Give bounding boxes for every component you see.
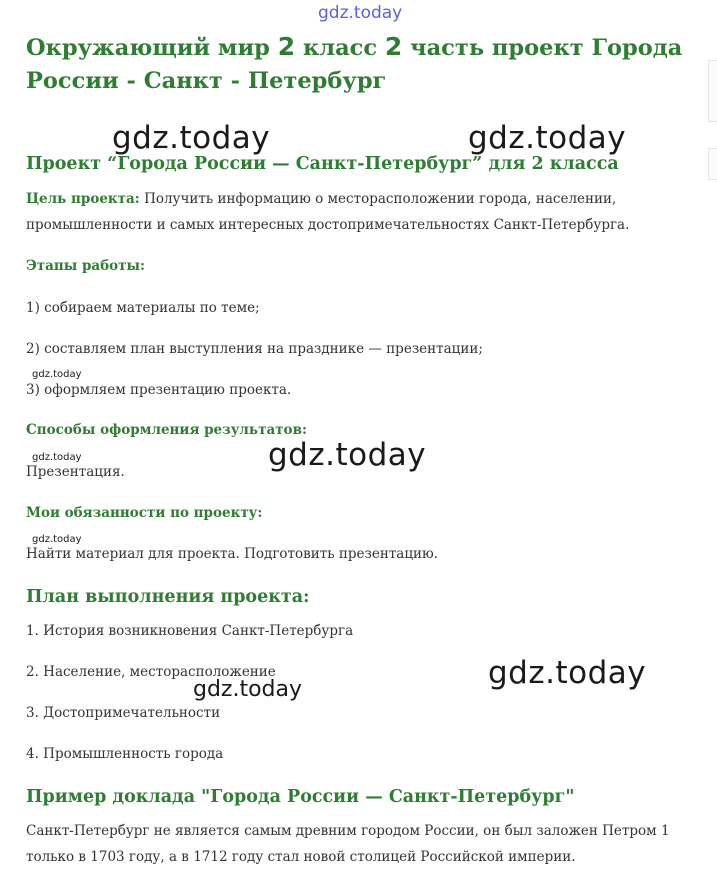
plan-heading: План выполнения проекта:	[26, 587, 310, 607]
project-heading: Проект “Города России — Санкт-Петербург” для 2 класса	[26, 154, 619, 174]
list-item: 3) оформляем презентацию проекта.	[26, 382, 292, 398]
list-item: 2. Население, месторасположение	[26, 664, 276, 680]
report-heading: Пример доклада "Города России — Санкт-Петербург"	[26, 787, 575, 807]
watermark: gdz.today	[32, 534, 82, 545]
watermark: gdz.today	[468, 120, 627, 156]
report-text: Санкт-Петербург не является самым древним городом России, он был заложен Петром 1	[26, 823, 670, 839]
watermark: gdz.today	[488, 655, 647, 691]
methods-label: Способы оформления результатов:	[26, 422, 307, 438]
report-text: только в 1703 году, а в 1712 году стал новой столицей Российской империи.	[26, 849, 576, 865]
duties-text: Найти материал для проекта. Подготовить презентацию.	[26, 546, 439, 562]
watermark: gdz.today	[112, 120, 271, 156]
duties-label: Мои обязанности по проекту:	[26, 505, 263, 521]
watermark-top: gdz.today	[318, 3, 403, 23]
list-item: 4. Промышленность города	[26, 746, 224, 762]
project-goal: Цель проекта: Получить информацию о месторасположении города, населении,	[26, 191, 617, 207]
edge-decoration	[708, 60, 717, 122]
list-item: 3. Достопримечательности	[26, 705, 221, 721]
list-item: 1. История возникновения Санкт-Петербурга	[26, 623, 354, 639]
project-goal-cont: промышленности и самых интересных достопримечательностях Санкт-Петербурга.	[26, 217, 630, 233]
list-item: 2) составляем план выступления на празднике — презентации;	[26, 341, 483, 357]
stages-label: Этапы работы:	[26, 258, 146, 274]
methods-text: Презентация.	[26, 464, 125, 480]
watermark: gdz.today	[268, 437, 427, 473]
edge-decoration	[708, 148, 717, 180]
watermark: gdz.today	[32, 369, 82, 380]
page-title: Окружающий мир 2 класс 2 часть проект Города России - Санкт - Петербург	[26, 32, 683, 94]
list-item: 1) собираем материалы по теме;	[26, 300, 260, 316]
watermark: gdz.today	[32, 452, 82, 463]
watermark: gdz.today	[193, 677, 303, 702]
